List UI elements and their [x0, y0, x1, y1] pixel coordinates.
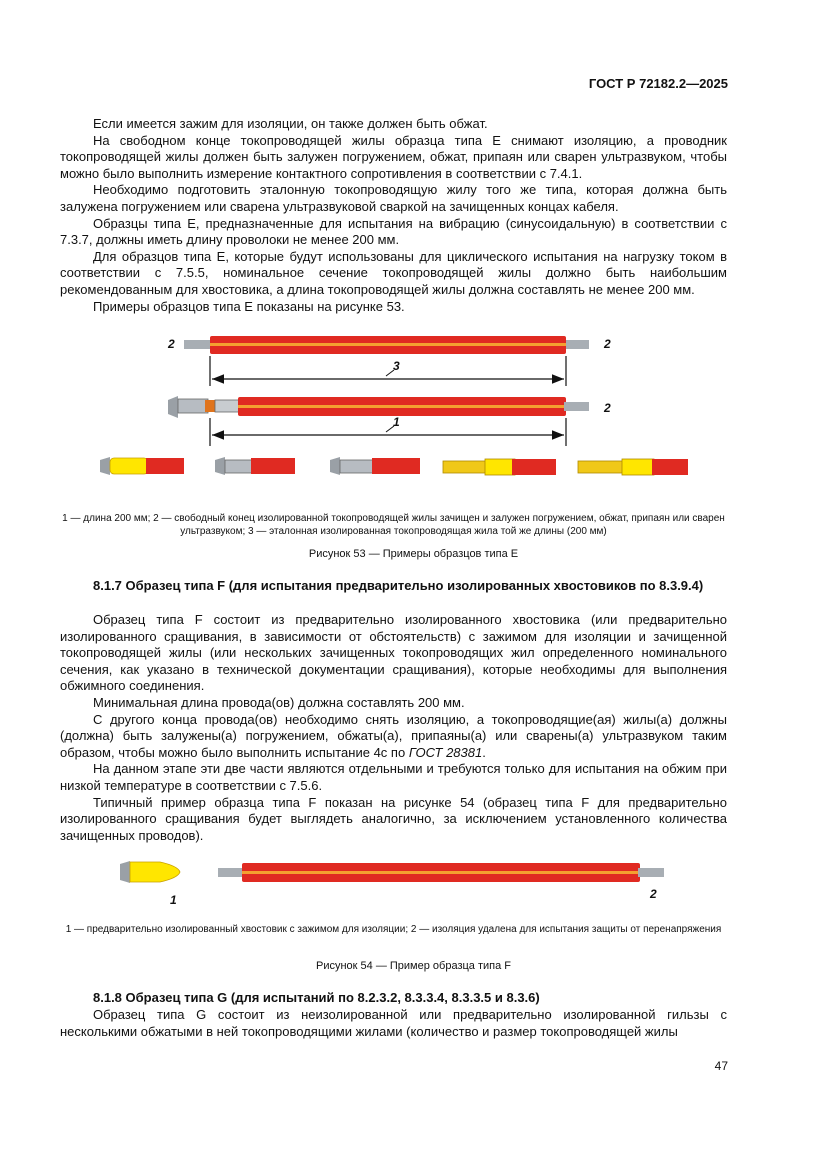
sample-wire-with-terminal — [168, 396, 589, 418]
figure-53-title: Рисунок 53 — Примеры образцов типа Е — [308, 548, 519, 560]
fig53-label: 2 — [604, 337, 611, 351]
paragraph: Если имеется зажим для изоляции, он также должен быть обжат. — [93, 116, 488, 131]
fig53-label: 3 — [393, 359, 400, 373]
paragraph: Образец типа F состоит из предварительно изолированного хвостовика (или предварительно изолированного сращивания, в зависимости от обстоятельств) с зажимом для изоляции и зачищенной токопроводящей жилы (или нескольких зачищенных токопроводящих жил определенного номинального сечения, как указано в технической документации сращивания), которые необходимы для выполнения обжимного соединения. — [60, 612, 727, 694]
terminal-example-5 — [578, 459, 688, 475]
paragraph: Необходимо подготовить эталонную токопроводящую жилу того же типа, которая должна быть залужена погружением или сварена ультразвуковой сваркой на зачищенных концах кабеля. — [60, 182, 727, 214]
paragraph: Образцы типа Е, предназначенные для испытания на вибрацию (синусоидальную) в соответствии с 7.3.7, должны иметь длину проволоки не менее 200 мм. — [60, 215, 727, 248]
standard-reference: ГОСТ 28381 — [408, 744, 483, 760]
paragraph: Образец типа G состоит из неизолированной или предварительно изолированной гильзы с несколькими обжатыми в ней токопроводящими жилами (количество и размер токопроводящей жилы — [60, 1007, 727, 1039]
stripped-wire — [218, 863, 664, 882]
fig54-label: 1 — [170, 893, 177, 907]
figure-54-title: Рисунок 54 — Пример образца типа F — [316, 960, 511, 972]
paragraph: С другого конца провода(ов) необходимо снять изоляцию, а токопроводящие(ая) жилы(а) должны (должна) быть залужены(а) погружением, обжаты(а), припаяны(а) или сварены(а) ультразвуком таким образом, чтобы можно было выполнить испытание 4с по ГОСТ 28381. — [60, 711, 727, 760]
paragraph: Для образцов типа Е, которые будут использованы для циклического испытания на нагрузку током в соответствии с 7.5.5, номинальное сечение токопроводящей жилы должно быть наибольшим рекомендованным для хвостовика, а длина токопроводящей жилы должна составлять не менее 200 мм. — [60, 248, 727, 297]
fig54-label: 2 — [650, 887, 657, 901]
fig53-label: 2 — [604, 401, 611, 415]
section-817-body — [60, 612, 727, 844]
paragraph: На данном этапе эти две части являются отдельными и требуются только для испытания на обжим при низкой температуре в соответствии с 7.5.6. — [60, 761, 727, 793]
reference-wire — [184, 336, 589, 354]
figure-53-legend: 1 — длина 200 мм; 2 — свободный конец изолированной токопроводящей жилы зачищен и залужен погружением, обжат, припаян или сварен ультразвуком; 3 — эталонная изолированная токопроводящая жила той же длины (200 мм) — [62, 513, 725, 537]
page-number: 47 — [714, 1059, 728, 1073]
terminal-example-3 — [330, 457, 420, 475]
paragraph: Типичный пример образца типа F показан на рисунке 54 (образец типа F для предварительно изолированного сращивания будет выглядеть аналогично, за исключением установленного количества зачищенных проводов). — [60, 794, 727, 843]
pre-insulated-terminal — [120, 861, 180, 883]
figure-53 — [0, 322, 827, 492]
document-code: ГОСТ Р 72182.2—2025 — [588, 76, 728, 91]
paragraph: Минимальная длина провода(ов) должна составлять 200 мм. — [93, 694, 465, 710]
terminal-example-4 — [443, 459, 556, 475]
terminal-example-2 — [215, 457, 295, 475]
section-818-heading: 8.1.8 Образец типа G (для испытаний по 8.2.3.2, 8.3.3.4, 8.3.3.5 и 8.3.6) — [93, 990, 540, 1005]
fig53-label: 2 — [168, 337, 175, 351]
figure-54-legend: 1 — предварительно изолированный хвостовик с зажимом для изоляции; 2 — изоляция удалена для испытания защиты от перенапряжения — [65, 924, 722, 935]
section-817-heading: 8.1.7 Образец типа F (для испытания предварительно изолированных хвостовиков по 8.3.9.4) — [93, 578, 704, 593]
text-block-1 — [60, 116, 727, 315]
paragraph: На свободном конце токопроводящей жилы образца типа Е снимают изоляцию, а проводник токопроводящей жилы должен быть залужен погружением, обжат, припаян или сварен ультразвуком, чтобы можно было выполнить измерение контактного сопротивления в соответствии с 7.4.1. — [60, 132, 727, 181]
figure-54 — [0, 852, 827, 914]
terminal-example-1 — [100, 457, 184, 475]
section-818-body — [60, 1007, 727, 1040]
fig53-label: 1 — [393, 415, 400, 429]
paragraph: Примеры образцов типа Е показаны на рисунке 53. — [93, 298, 405, 314]
